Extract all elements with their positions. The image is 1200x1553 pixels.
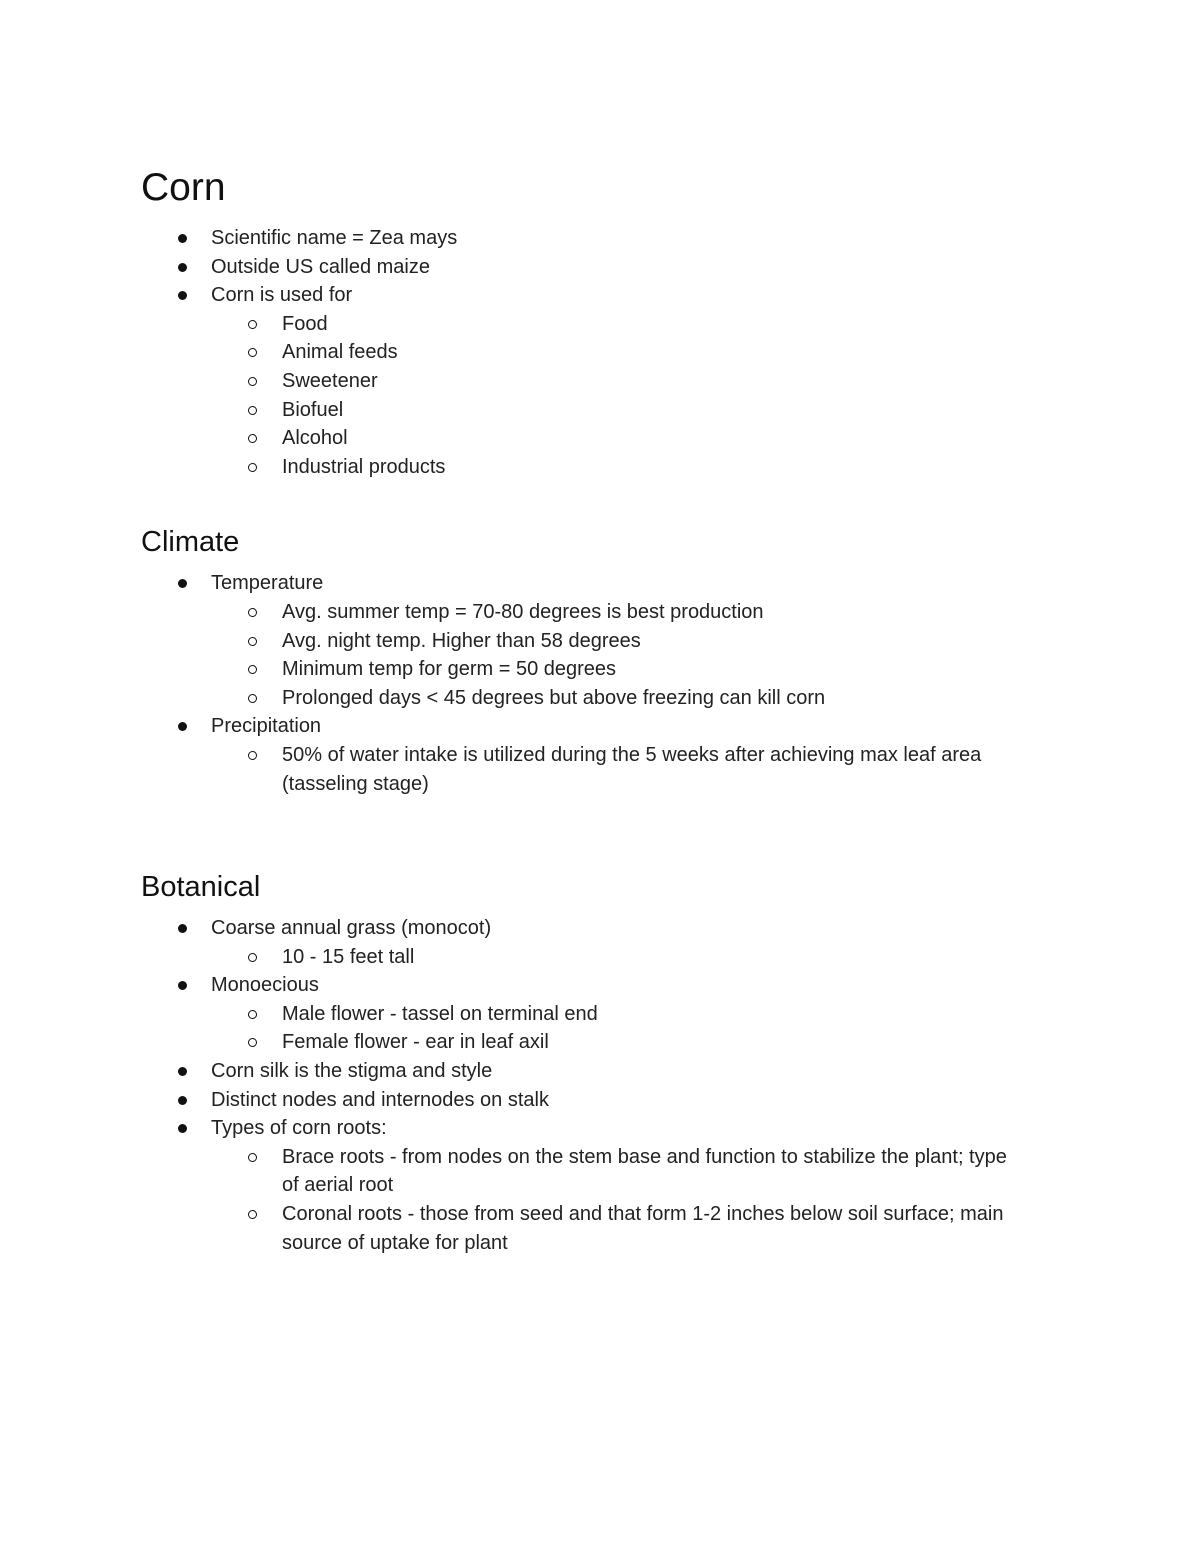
sub-list-item-text: Animal feeds: [141, 338, 1061, 367]
sub-list-item: [141, 627, 1061, 656]
list-item-text: Corn silk is the stigma and style: [141, 1057, 1061, 1086]
list-item-text: Types of corn roots:: [141, 1114, 1061, 1143]
list-item: [141, 224, 1061, 253]
page-title: Corn: [141, 166, 226, 209]
sub-list-item: [141, 598, 1061, 627]
list-item: [141, 1057, 1061, 1086]
sub-list-item: [141, 1000, 1061, 1029]
sub-list-item-text: Avg. summer temp = 70-80 degrees is best production: [141, 598, 1061, 627]
list-item: [141, 971, 1061, 1057]
sub-list-item: [141, 1028, 1061, 1057]
list-item: [141, 1086, 1061, 1115]
sub-bullet-list: [141, 943, 1061, 972]
sub-list-item-text: Brace roots - from nodes on the stem base and function to stabilize the plant; type of aerial root: [141, 1143, 1027, 1200]
list-item-text: Corn is used for: [141, 281, 1061, 310]
sub-list-item: [141, 338, 1061, 367]
sub-list-item-text: Food: [141, 310, 1061, 339]
sub-list-item-text: Sweetener: [141, 367, 1061, 396]
sub-list-item-text: Male flower - tassel on terminal end: [141, 1000, 1061, 1029]
section-heading: Botanical: [141, 871, 261, 904]
section-spacer: [141, 481, 1061, 523]
list-item: [141, 253, 1061, 282]
sub-list-item: [141, 1200, 1061, 1257]
sub-list-item-text: 50% of water intake is utilized during the 5 weeks after achieving max leaf area (tasseling stage): [141, 741, 1037, 798]
sub-list-item-text: Female flower - ear in leaf axil: [141, 1028, 1061, 1057]
sub-list-item-text: Minimum temp for germ = 50 degrees: [141, 655, 1061, 684]
section-spacer: [141, 798, 1061, 868]
sub-list-item: [141, 1143, 1061, 1200]
list-item-text: Monoecious: [141, 971, 1061, 1000]
sub-bullet-list: [141, 310, 1061, 482]
list-item-text: Scientific name = Zea mays: [141, 224, 1061, 253]
sub-list-item: [141, 424, 1061, 453]
sub-bullet-list: [141, 1000, 1061, 1057]
sub-list-item-text: Prolonged days < 45 degrees but above freezing can kill corn: [141, 684, 1061, 713]
section-climate: [141, 523, 1061, 798]
section-corn: [141, 162, 1061, 481]
bullet-list: [141, 224, 1061, 481]
sub-list-item-text: Alcohol: [141, 424, 1061, 453]
sub-list-item: [141, 310, 1061, 339]
sub-list-item: [141, 453, 1061, 482]
list-item: [141, 1114, 1061, 1257]
sub-list-item: [141, 943, 1061, 972]
sub-list-item-text: Biofuel: [141, 396, 1061, 425]
list-item-text: Precipitation: [141, 712, 1061, 741]
sub-bullet-list: [141, 1143, 1061, 1257]
sub-list-item: [141, 684, 1061, 713]
sub-list-item-text: Coronal roots - those from seed and that form 1-2 inches below soil surface; main source of uptake for plant: [141, 1200, 1027, 1257]
sub-list-item-text: Avg. night temp. Higher than 58 degrees: [141, 627, 1061, 656]
sub-list-item: [141, 741, 1061, 798]
document-page: [141, 162, 1061, 1257]
list-item: [141, 281, 1061, 481]
list-item-text: Outside US called maize: [141, 253, 1061, 282]
sub-bullet-list: [141, 741, 1061, 798]
list-item: [141, 569, 1061, 712]
list-item-text: Temperature: [141, 569, 1061, 598]
sub-list-item: [141, 367, 1061, 396]
bullet-list: [141, 569, 1061, 798]
section-botanical: [141, 868, 1061, 1257]
sub-list-item: [141, 655, 1061, 684]
section-heading: Climate: [141, 526, 240, 559]
bullet-list: [141, 914, 1061, 1257]
sub-list-item: [141, 396, 1061, 425]
sub-bullet-list: [141, 598, 1061, 712]
list-item: [141, 712, 1061, 798]
list-item: [141, 914, 1061, 971]
list-item-text: Coarse annual grass (monocot): [141, 914, 1061, 943]
list-item-text: Distinct nodes and internodes on stalk: [141, 1086, 1061, 1115]
sub-list-item-text: Industrial products: [141, 453, 1061, 482]
sub-list-item-text: 10 - 15 feet tall: [141, 943, 1061, 972]
